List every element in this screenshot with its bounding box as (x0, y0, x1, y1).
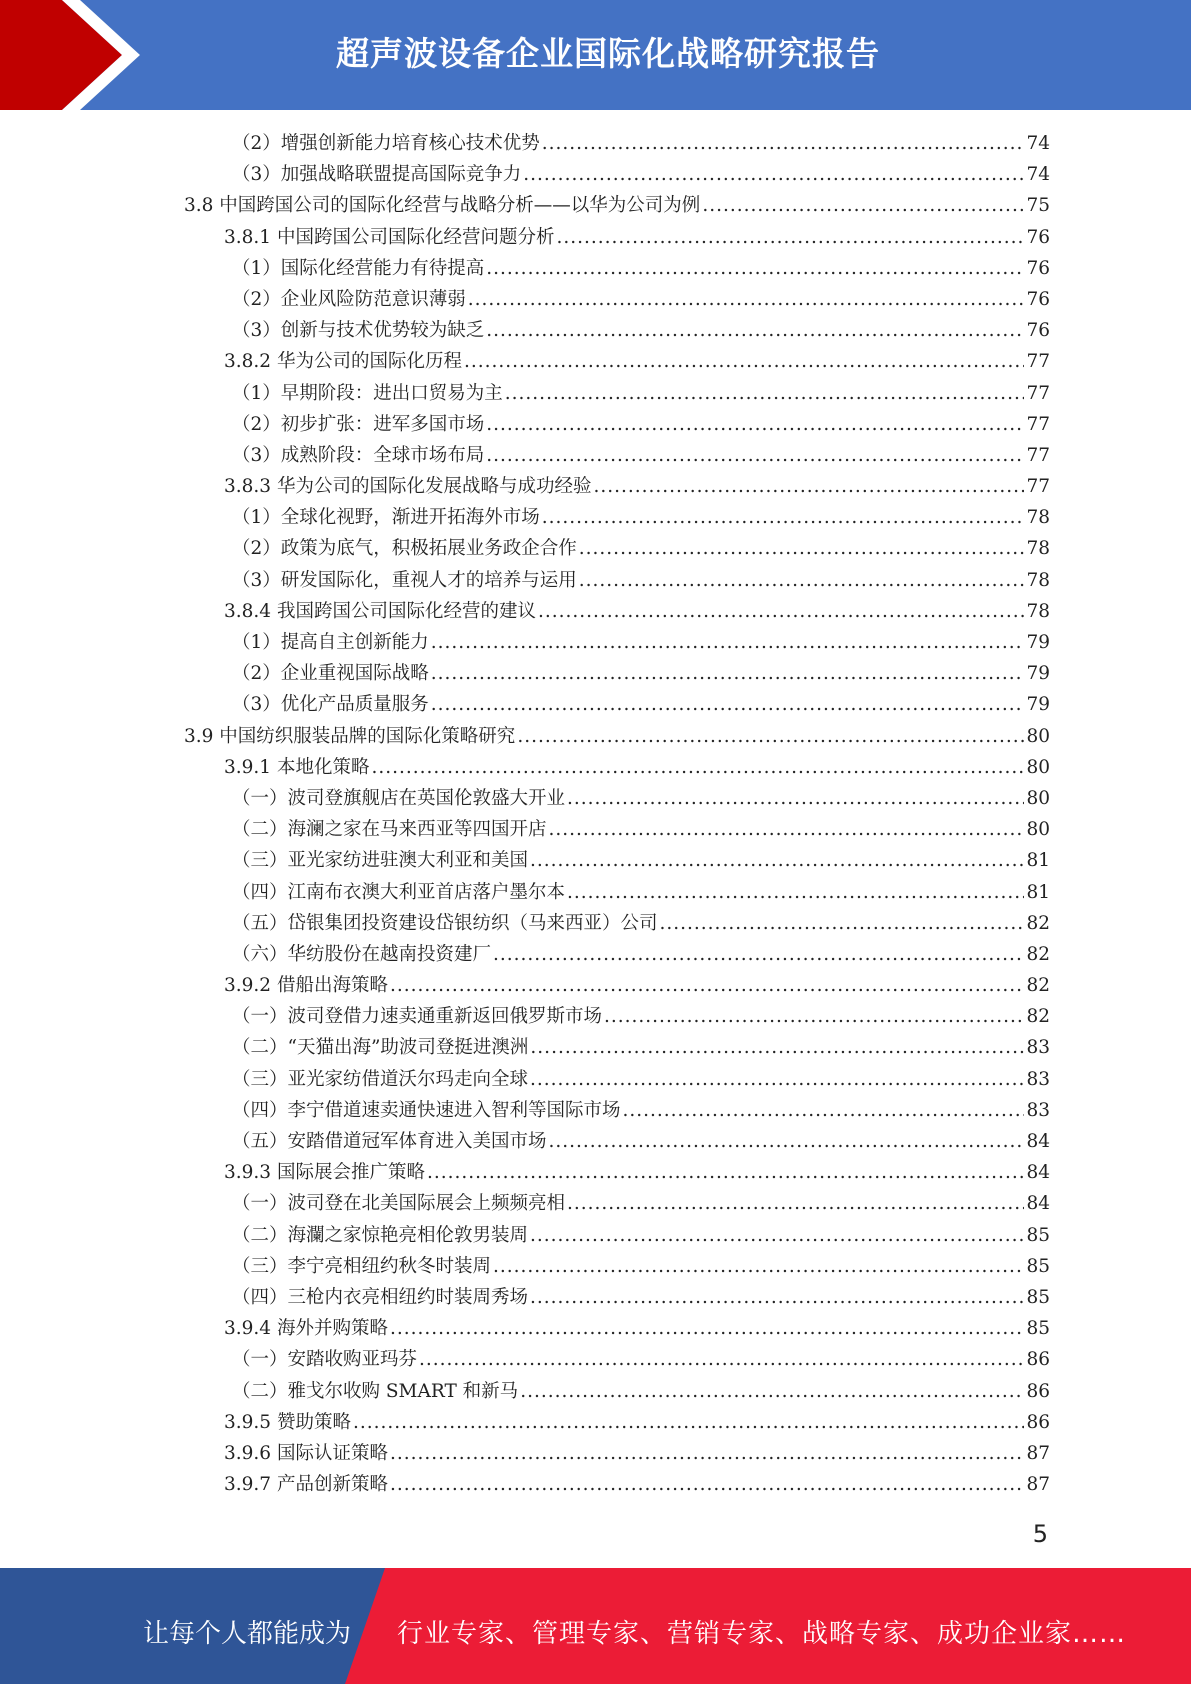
toc-entry-title: 3.8.1 中国跨国公司国际化经营问题分析 (224, 226, 555, 248)
toc-entry[interactable] (180, 1157, 1050, 1188)
toc-entry-page: 85 (1026, 1224, 1050, 1246)
toc-entry-title: （二）海瀾之家惊艳亮相伦敦男装周 (232, 1224, 529, 1246)
toc-entry-title: （3）创新与技术优势较为缺乏 (232, 320, 485, 342)
toc-entry[interactable] (180, 1438, 1050, 1469)
table-of-contents (180, 128, 1050, 1500)
toc-entry[interactable] (180, 1001, 1050, 1032)
toc-leader-dots (549, 1126, 1025, 1157)
toc-entry-page: 83 (1026, 1037, 1050, 1059)
toc-entry-title: （一）波司登借力速卖通重新返回俄罗斯市场 (232, 1006, 603, 1028)
toc-entry-page: 77 (1026, 413, 1050, 435)
toc-entry-title: 3.9.3 国际展会推广策略 (224, 1162, 425, 1184)
toc-leader-dots (390, 970, 1024, 1001)
toc-entry[interactable] (180, 1469, 1050, 1500)
toc-entry-title: （五）安踏借道冠军体育进入美国市场 (232, 1131, 547, 1152)
toc-leader-dots (390, 1438, 1024, 1469)
toc-entry-page: 78 (1026, 538, 1050, 560)
toc-entry[interactable] (180, 1220, 1050, 1251)
toc-entry-title: （三）李宁亮相纽约秋冬时装周 (232, 1255, 492, 1277)
toc-leader-dots (464, 346, 1024, 377)
toc-leader-dots (556, 222, 1024, 253)
toc-entry-page: 74 (1026, 164, 1050, 186)
toc-entry[interactable] (180, 658, 1050, 689)
toc-entry[interactable] (180, 877, 1050, 908)
toc-entry-page: 76 (1026, 226, 1050, 248)
toc-leader-dots (353, 1407, 1025, 1438)
toc-entry[interactable] (180, 1282, 1050, 1313)
toc-entry[interactable] (180, 1095, 1050, 1126)
toc-entry-page: 76 (1026, 320, 1050, 342)
toc-entry-page: 77 (1026, 444, 1050, 466)
toc-entry-page: 80 (1026, 787, 1050, 809)
toc-leader-dots (530, 1032, 1024, 1063)
toc-leader-dots (604, 1001, 1024, 1032)
toc-leader-dots (468, 284, 1025, 315)
report-title: 超声波设备企业国际化战略研究报告 (336, 34, 880, 73)
toc-entry[interactable] (180, 190, 1050, 221)
toc-leader-dots (702, 190, 1024, 221)
toc-leader-dots (579, 565, 1025, 596)
page-header (0, 0, 1191, 110)
toc-entry-page: 77 (1026, 382, 1050, 404)
toc-leader-dots (371, 752, 1024, 783)
toc-entry-title: （1）提高自主创新能力 (232, 632, 429, 653)
toc-entry-title: （3）优化产品质量服务 (232, 694, 429, 716)
toc-entry-page: 76 (1026, 257, 1050, 279)
toc-leader-dots (538, 596, 1024, 627)
toc-leader-dots (493, 939, 1024, 970)
toc-entry-title: （二）“天猫出海”助波司登挺进澳洲 (232, 1037, 529, 1059)
toc-entry-page: 86 (1026, 1380, 1050, 1402)
toc-leader-dots (530, 845, 1024, 876)
toc-entry-page: 84 (1026, 1193, 1050, 1215)
toc-entry-title: （一）安踏收购亚玛芬 (232, 1349, 418, 1371)
toc-entry-page: 83 (1026, 1068, 1050, 1090)
toc-entry[interactable] (180, 533, 1050, 564)
toc-entry-page: 80 (1026, 725, 1050, 747)
toc-entry-title: 3.8.3 华为公司的国际化发展战略与成功经验 (224, 476, 592, 498)
toc-leader-dots (567, 1188, 1024, 1219)
toc-leader-dots (542, 128, 1025, 159)
toc-entry[interactable] (180, 1344, 1050, 1375)
toc-leader-dots (517, 721, 1024, 752)
toc-entry-page: 82 (1026, 912, 1050, 934)
toc-entry-page: 82 (1026, 943, 1050, 965)
toc-entry[interactable] (180, 908, 1050, 939)
toc-entry-title: 3.9.1 本地化策略 (224, 756, 370, 778)
toc-entry-page: 87 (1026, 1474, 1050, 1496)
toc-leader-dots (486, 315, 1024, 346)
toc-entry-title: （二）海澜之家在马来西亚等四国开店 (232, 819, 547, 841)
toc-entry-title: （3）加强战略联盟提高国际竞争力 (232, 164, 522, 186)
toc-entry-title: 3.8.4 我国跨国公司国际化经营的建议 (224, 600, 536, 622)
toc-entry[interactable] (180, 1188, 1050, 1219)
toc-entry-page: 79 (1026, 694, 1050, 716)
toc-entry-page: 82 (1026, 975, 1050, 997)
toc-entry[interactable] (180, 721, 1050, 752)
toc-entry-title: 3.9.7 产品创新策略 (224, 1474, 388, 1496)
toc-entry-title: （3）研发国际化，重视人才的培养与运用 (232, 569, 577, 591)
toc-leader-dots (523, 159, 1024, 190)
toc-entry[interactable] (180, 814, 1050, 845)
toc-entry-page: 75 (1026, 195, 1050, 217)
toc-entry-page: 80 (1026, 756, 1050, 778)
toc-entry[interactable] (180, 565, 1050, 596)
toc-entry-page: 81 (1026, 881, 1050, 903)
toc-entry-title: 3.9.5 赞助策略 (224, 1411, 351, 1433)
toc-entry[interactable] (180, 378, 1050, 409)
toc-entry[interactable] (180, 1407, 1050, 1438)
page-number: 5 (1032, 1520, 1048, 1548)
toc-entry-page: 85 (1026, 1286, 1050, 1308)
toc-entry-title: 3.9.6 国际认证策略 (224, 1442, 388, 1464)
toc-leader-dots (390, 1313, 1024, 1344)
toc-entry-page: 76 (1026, 288, 1050, 310)
toc-entry-page: 83 (1026, 1099, 1050, 1121)
toc-entry-title: （二）雅戈尔收购 SMART 和新马 (232, 1380, 519, 1402)
toc-entry[interactable] (180, 783, 1050, 814)
toc-entry-page: 86 (1026, 1349, 1050, 1371)
toc-entry-title: 3.8 中国跨国公司的国际化经营与战略分析——以华为公司为例 (184, 195, 701, 217)
toc-entry[interactable] (180, 1064, 1050, 1095)
toc-leader-dots (419, 1344, 1024, 1375)
toc-entry-title: （1）全球化视野，渐进开拓海外市场 (232, 507, 540, 529)
toc-leader-dots (390, 1469, 1024, 1500)
toc-leader-dots (530, 1282, 1024, 1313)
toc-entry[interactable] (180, 752, 1050, 783)
toc-leader-dots (530, 1064, 1024, 1095)
toc-entry-page: 85 (1026, 1318, 1050, 1340)
toc-entry-title: （2）企业重视国际战略 (232, 663, 429, 685)
toc-leader-dots (427, 1157, 1024, 1188)
toc-entry-title: （1）国际化经营能力有待提高 (232, 257, 485, 279)
toc-leader-dots (660, 908, 1025, 939)
toc-leader-dots (567, 783, 1024, 814)
toc-entry-title: 3.9 中国纺织服装品牌的国际化策略研究 (184, 725, 516, 747)
toc-entry-title: （五）岱银集团投资建设岱银纺织（马来西亚）公司 (232, 912, 658, 934)
toc-entry[interactable] (180, 315, 1050, 346)
toc-entry-page: 86 (1026, 1411, 1050, 1433)
toc-entry-page: 79 (1026, 663, 1050, 685)
toc-leader-dots (549, 814, 1025, 845)
toc-entry[interactable] (180, 440, 1050, 471)
toc-entry[interactable] (180, 1376, 1050, 1407)
toc-entry-title: （2）企业风险防范意识薄弱 (232, 288, 466, 310)
toc-entry[interactable] (180, 222, 1050, 253)
toc-entry-page: 78 (1026, 507, 1050, 529)
toc-leader-dots (486, 409, 1024, 440)
toc-entry-title: （四）三枪内衣亮相纽约时装周秀场 (232, 1286, 529, 1308)
toc-leader-dots (579, 533, 1025, 564)
toc-entry[interactable] (180, 253, 1050, 284)
toc-leader-dots (520, 1376, 1024, 1407)
toc-leader-dots (505, 378, 1025, 409)
toc-entry-page: 82 (1026, 1006, 1050, 1028)
toc-entry[interactable] (180, 409, 1050, 440)
toc-entry-page: 85 (1026, 1255, 1050, 1277)
toc-entry[interactable] (180, 128, 1050, 159)
toc-leader-dots (493, 1251, 1024, 1282)
toc-leader-dots (431, 689, 1025, 720)
toc-leader-dots (593, 471, 1024, 502)
toc-entry-page: 79 (1026, 632, 1050, 653)
toc-entry-page: 80 (1026, 819, 1050, 841)
toc-leader-dots (542, 502, 1025, 533)
page-footer (0, 1568, 1191, 1684)
toc-entry-page: 84 (1026, 1131, 1050, 1152)
toc-entry-page: 78 (1026, 600, 1050, 622)
toc-entry-title: （一）波司登在北美国际展会上频频亮相 (232, 1193, 566, 1215)
toc-leader-dots (567, 877, 1024, 908)
toc-entry-page: 81 (1026, 850, 1050, 872)
toc-entry-title: 3.9.2 借船出海策略 (224, 975, 388, 997)
toc-entry[interactable] (180, 596, 1050, 627)
footer-slogan-left: 让每个人都能成为 (143, 1619, 352, 1649)
toc-entry-page: 84 (1026, 1162, 1050, 1184)
toc-entry-title: （2）增强创新能力培育核心技术优势 (232, 133, 540, 154)
toc-entry-title: （一）波司登旗舰店在英国伦敦盛大开业 (232, 787, 566, 809)
toc-entry-title: （1）早期阶段：进出口贸易为主 (232, 382, 503, 404)
toc-entry[interactable] (180, 471, 1050, 502)
toc-entry-page: 74 (1026, 133, 1050, 154)
toc-entry-page: 77 (1026, 351, 1050, 373)
toc-entry-title: （六）华纺股份在越南投资建厂 (232, 943, 492, 965)
toc-entry-title: （三）亚光家纺借道沃尔玛走向全球 (232, 1068, 529, 1090)
toc-entry-title: （2）初步扩张：进军多国市场 (232, 413, 485, 435)
toc-leader-dots (431, 627, 1025, 658)
toc-entry[interactable] (180, 284, 1050, 315)
toc-entry[interactable] (180, 1126, 1050, 1157)
toc-entry-title: （3）成熟阶段：全球市场布局 (232, 444, 485, 466)
toc-leader-dots (623, 1095, 1025, 1126)
toc-leader-dots (431, 658, 1025, 689)
toc-entry-title: （三）亚光家纺进驻澳大利亚和美国 (232, 850, 529, 872)
toc-entry[interactable] (180, 1313, 1050, 1344)
toc-entry[interactable] (180, 939, 1050, 970)
toc-entry[interactable] (180, 970, 1050, 1001)
toc-entry-page: 77 (1026, 476, 1050, 498)
toc-entry-title: 3.9.4 海外并购策略 (224, 1318, 388, 1340)
toc-leader-dots (486, 253, 1024, 284)
toc-entry-page: 78 (1026, 569, 1050, 591)
toc-entry[interactable] (180, 502, 1050, 533)
toc-entry[interactable] (180, 627, 1050, 658)
toc-entry-title: （2）政策为底气，积极拓展业务政企合作 (232, 538, 577, 560)
toc-entry[interactable] (180, 159, 1050, 190)
toc-entry[interactable] (180, 1251, 1050, 1282)
toc-entry[interactable] (180, 1032, 1050, 1063)
toc-entry[interactable] (180, 346, 1050, 377)
toc-entry-title: （四）江南布衣澳大利亚首店落户墨尔本 (232, 881, 566, 903)
toc-entry[interactable] (180, 845, 1050, 876)
toc-entry-title: 3.8.2 华为公司的国际化历程 (224, 351, 462, 373)
toc-leader-dots (486, 440, 1024, 471)
toc-leader-dots (530, 1220, 1024, 1251)
toc-entry[interactable] (180, 689, 1050, 720)
footer-slogan-right: 行业专家、管理专家、营销专家、战略专家、成功企业家…… (397, 1619, 1127, 1649)
toc-entry-title: （四）李宁借道速卖通快速进入智利等国际市场 (232, 1099, 621, 1121)
toc-entry-page: 87 (1026, 1442, 1050, 1464)
